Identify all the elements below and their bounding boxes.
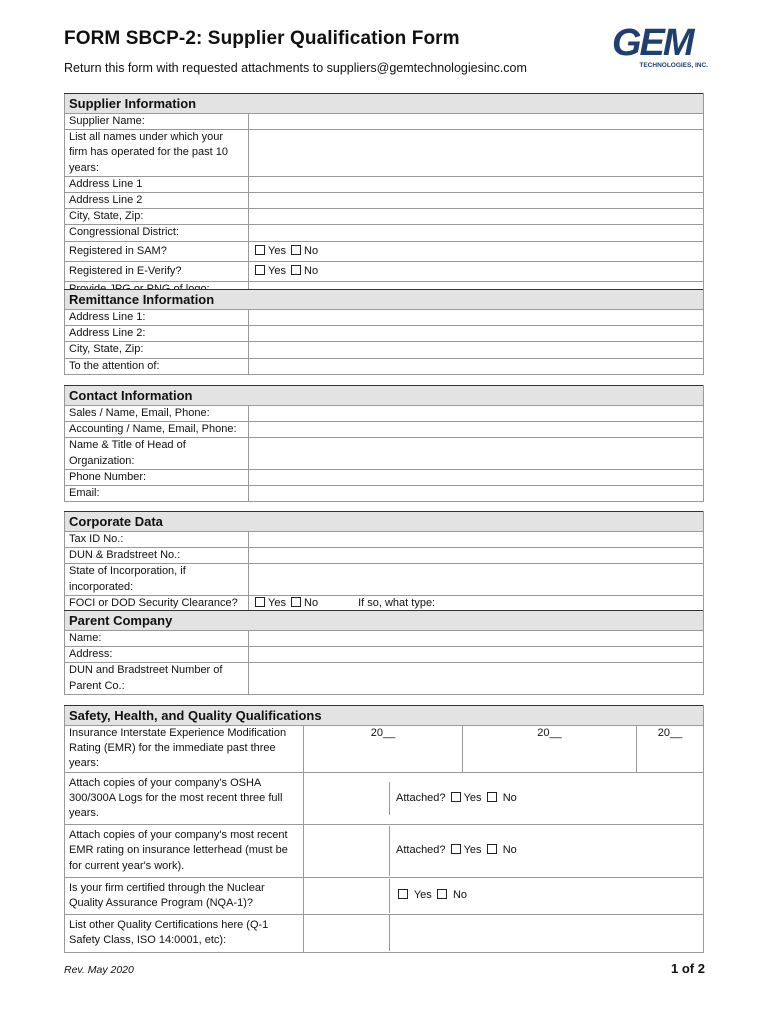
logo-text: GEM bbox=[612, 22, 693, 64]
supplier-name-field[interactable] bbox=[249, 114, 704, 130]
logo-tagline: TECHNOLOGIES, INC. bbox=[639, 62, 708, 69]
field-label: Congressional District: bbox=[65, 225, 249, 241]
field-label: Address Line 2 bbox=[65, 193, 249, 209]
yes-label: Yes bbox=[268, 596, 286, 609]
checkbox-icon[interactable] bbox=[255, 597, 265, 607]
no-label: No bbox=[304, 244, 319, 257]
no-label: No bbox=[452, 889, 467, 902]
address-line-2-field[interactable] bbox=[249, 193, 704, 209]
emr-year-2-field[interactable]: 20__ bbox=[463, 726, 637, 773]
field-label: Registered in SAM? bbox=[65, 241, 249, 261]
emr-letter-attached bbox=[304, 825, 704, 878]
field-label: Email: bbox=[65, 486, 249, 502]
remit-attention-field[interactable] bbox=[249, 358, 704, 374]
checkbox-icon[interactable] bbox=[437, 889, 447, 899]
section-heading: Corporate Data bbox=[65, 512, 704, 532]
accounting-contact-field[interactable] bbox=[249, 422, 704, 438]
tax-id-field[interactable] bbox=[249, 532, 704, 548]
form-title: FORM SBCP-2: Supplier Qualification Form bbox=[64, 28, 460, 49]
yes-label: Yes bbox=[268, 264, 286, 277]
nqa-yes-no bbox=[304, 877, 704, 914]
field-label: Phone Number: bbox=[65, 469, 249, 485]
parent-name-field[interactable] bbox=[249, 631, 704, 647]
state-of-incorporation-field[interactable] bbox=[249, 564, 704, 595]
sam-yes-no bbox=[249, 241, 704, 261]
form-subtitle: Return this form with requested attachments to suppliers@gemtechnologiesinc.com bbox=[64, 61, 527, 75]
field-label: To the attention of: bbox=[65, 358, 249, 374]
yes-label: Yes bbox=[413, 889, 432, 902]
email-field[interactable] bbox=[249, 486, 704, 502]
checkbox-icon[interactable] bbox=[398, 889, 408, 899]
safety-quality-section bbox=[64, 705, 704, 953]
checkbox-icon[interactable] bbox=[291, 597, 301, 607]
checkbox-icon[interactable] bbox=[487, 792, 497, 802]
revision-date: Rev. May 2020 bbox=[64, 964, 134, 976]
emr-year-3-field[interactable]: 20__ bbox=[637, 726, 704, 773]
company-logo bbox=[612, 24, 708, 74]
corporate-data-section bbox=[64, 511, 704, 612]
checkbox-icon[interactable] bbox=[451, 792, 461, 802]
section-heading: Supplier Information bbox=[65, 94, 704, 114]
parent-address-field[interactable] bbox=[249, 647, 704, 663]
checkbox-icon[interactable] bbox=[291, 245, 301, 255]
section-heading: Remittance Information bbox=[65, 290, 704, 310]
section-heading: Parent Company bbox=[65, 611, 704, 631]
attached-label: Attached? bbox=[396, 791, 446, 804]
address-line-1-field[interactable] bbox=[249, 176, 704, 192]
section-heading: Contact Information bbox=[65, 386, 704, 406]
page-number: 1 of 2 bbox=[671, 961, 705, 976]
parent-company-section bbox=[64, 610, 704, 695]
yes-label: Yes bbox=[463, 844, 482, 857]
other-cert-label: List other Quality Certifications here (Q-1 Safety Class, ISO 14:0001, etc): bbox=[65, 915, 304, 952]
sales-contact-field[interactable] bbox=[249, 406, 704, 422]
osha-label: Attach copies of your company's OSHA 300/300A Logs for the most recent three full years. bbox=[65, 772, 304, 825]
emr-label: Insurance Interstate Experience Modification Rating (EMR) for the immediate past three years: bbox=[65, 726, 304, 773]
congressional-district-field[interactable] bbox=[249, 225, 704, 241]
field-label: Supplier Name: bbox=[65, 114, 249, 130]
everify-yes-no bbox=[249, 261, 704, 281]
checkbox-icon[interactable] bbox=[255, 245, 265, 255]
nqa-label: Is your firm certified through the Nuclear Quality Assurance Program (NQA-1)? bbox=[65, 877, 304, 914]
head-of-org-field[interactable] bbox=[249, 438, 704, 469]
checkbox-icon[interactable] bbox=[291, 265, 301, 275]
phone-number-field[interactable] bbox=[249, 469, 704, 485]
no-label: No bbox=[304, 596, 319, 609]
field-label: City, State, Zip: bbox=[65, 342, 249, 358]
field-label: Name: bbox=[65, 631, 249, 647]
field-label: DUN and Bradstreet Number of Parent Co.: bbox=[65, 663, 249, 694]
field-label: FOCI or DOD Security Clearance? bbox=[65, 595, 249, 611]
yes-label: Yes bbox=[463, 791, 482, 804]
field-label: Address Line 1: bbox=[65, 310, 249, 326]
field-label: Address Line 2: bbox=[65, 326, 249, 342]
field-label: Tax ID No.: bbox=[65, 532, 249, 548]
no-label: No bbox=[502, 844, 517, 857]
city-state-zip-field[interactable] bbox=[249, 209, 704, 225]
remit-address-2-field[interactable] bbox=[249, 326, 704, 342]
clearance-type-label: If so, what type: bbox=[358, 596, 436, 609]
emr-year-1-field[interactable]: 20__ bbox=[304, 726, 463, 773]
former-names-field[interactable] bbox=[249, 130, 704, 177]
field-label: Address Line 1 bbox=[65, 176, 249, 192]
remit-city-state-zip-field[interactable] bbox=[249, 342, 704, 358]
remittance-information-section bbox=[64, 289, 704, 375]
no-label: No bbox=[304, 264, 319, 277]
field-label: State of Incorporation, if incorporated: bbox=[65, 564, 249, 595]
field-label: City, State, Zip: bbox=[65, 209, 249, 225]
checkbox-icon[interactable] bbox=[487, 844, 497, 854]
no-label: No bbox=[502, 791, 517, 804]
remit-address-1-field[interactable] bbox=[249, 310, 704, 326]
emr-letter-label: Attach copies of your company's most recent EMR rating on insurance letterhead (must be for current year's work). bbox=[65, 825, 304, 878]
checkbox-icon[interactable] bbox=[451, 844, 461, 854]
yes-label: Yes bbox=[268, 244, 286, 257]
osha-attached bbox=[304, 772, 704, 825]
field-label: Address: bbox=[65, 647, 249, 663]
other-cert-field[interactable] bbox=[304, 915, 704, 952]
field-label: Registered in E-Verify? bbox=[65, 261, 249, 281]
checkbox-icon[interactable] bbox=[255, 265, 265, 275]
parent-dun-field[interactable] bbox=[249, 663, 704, 694]
field-label: Accounting / Name, Email, Phone: bbox=[65, 422, 249, 438]
field-label: DUN & Bradstreet No.: bbox=[65, 548, 249, 564]
section-heading: Safety, Health, and Quality Qualifications bbox=[65, 706, 704, 726]
contact-information-section bbox=[64, 385, 704, 502]
field-label: List all names under which your firm has operated for the past 10 years: bbox=[65, 130, 249, 177]
dun-bradstreet-field[interactable] bbox=[249, 548, 704, 564]
field-label: Sales / Name, Email, Phone: bbox=[65, 406, 249, 422]
field-label: Name & Title of Head of Organization: bbox=[65, 438, 249, 469]
supplier-information-section bbox=[64, 93, 704, 298]
attached-label: Attached? bbox=[396, 844, 446, 857]
